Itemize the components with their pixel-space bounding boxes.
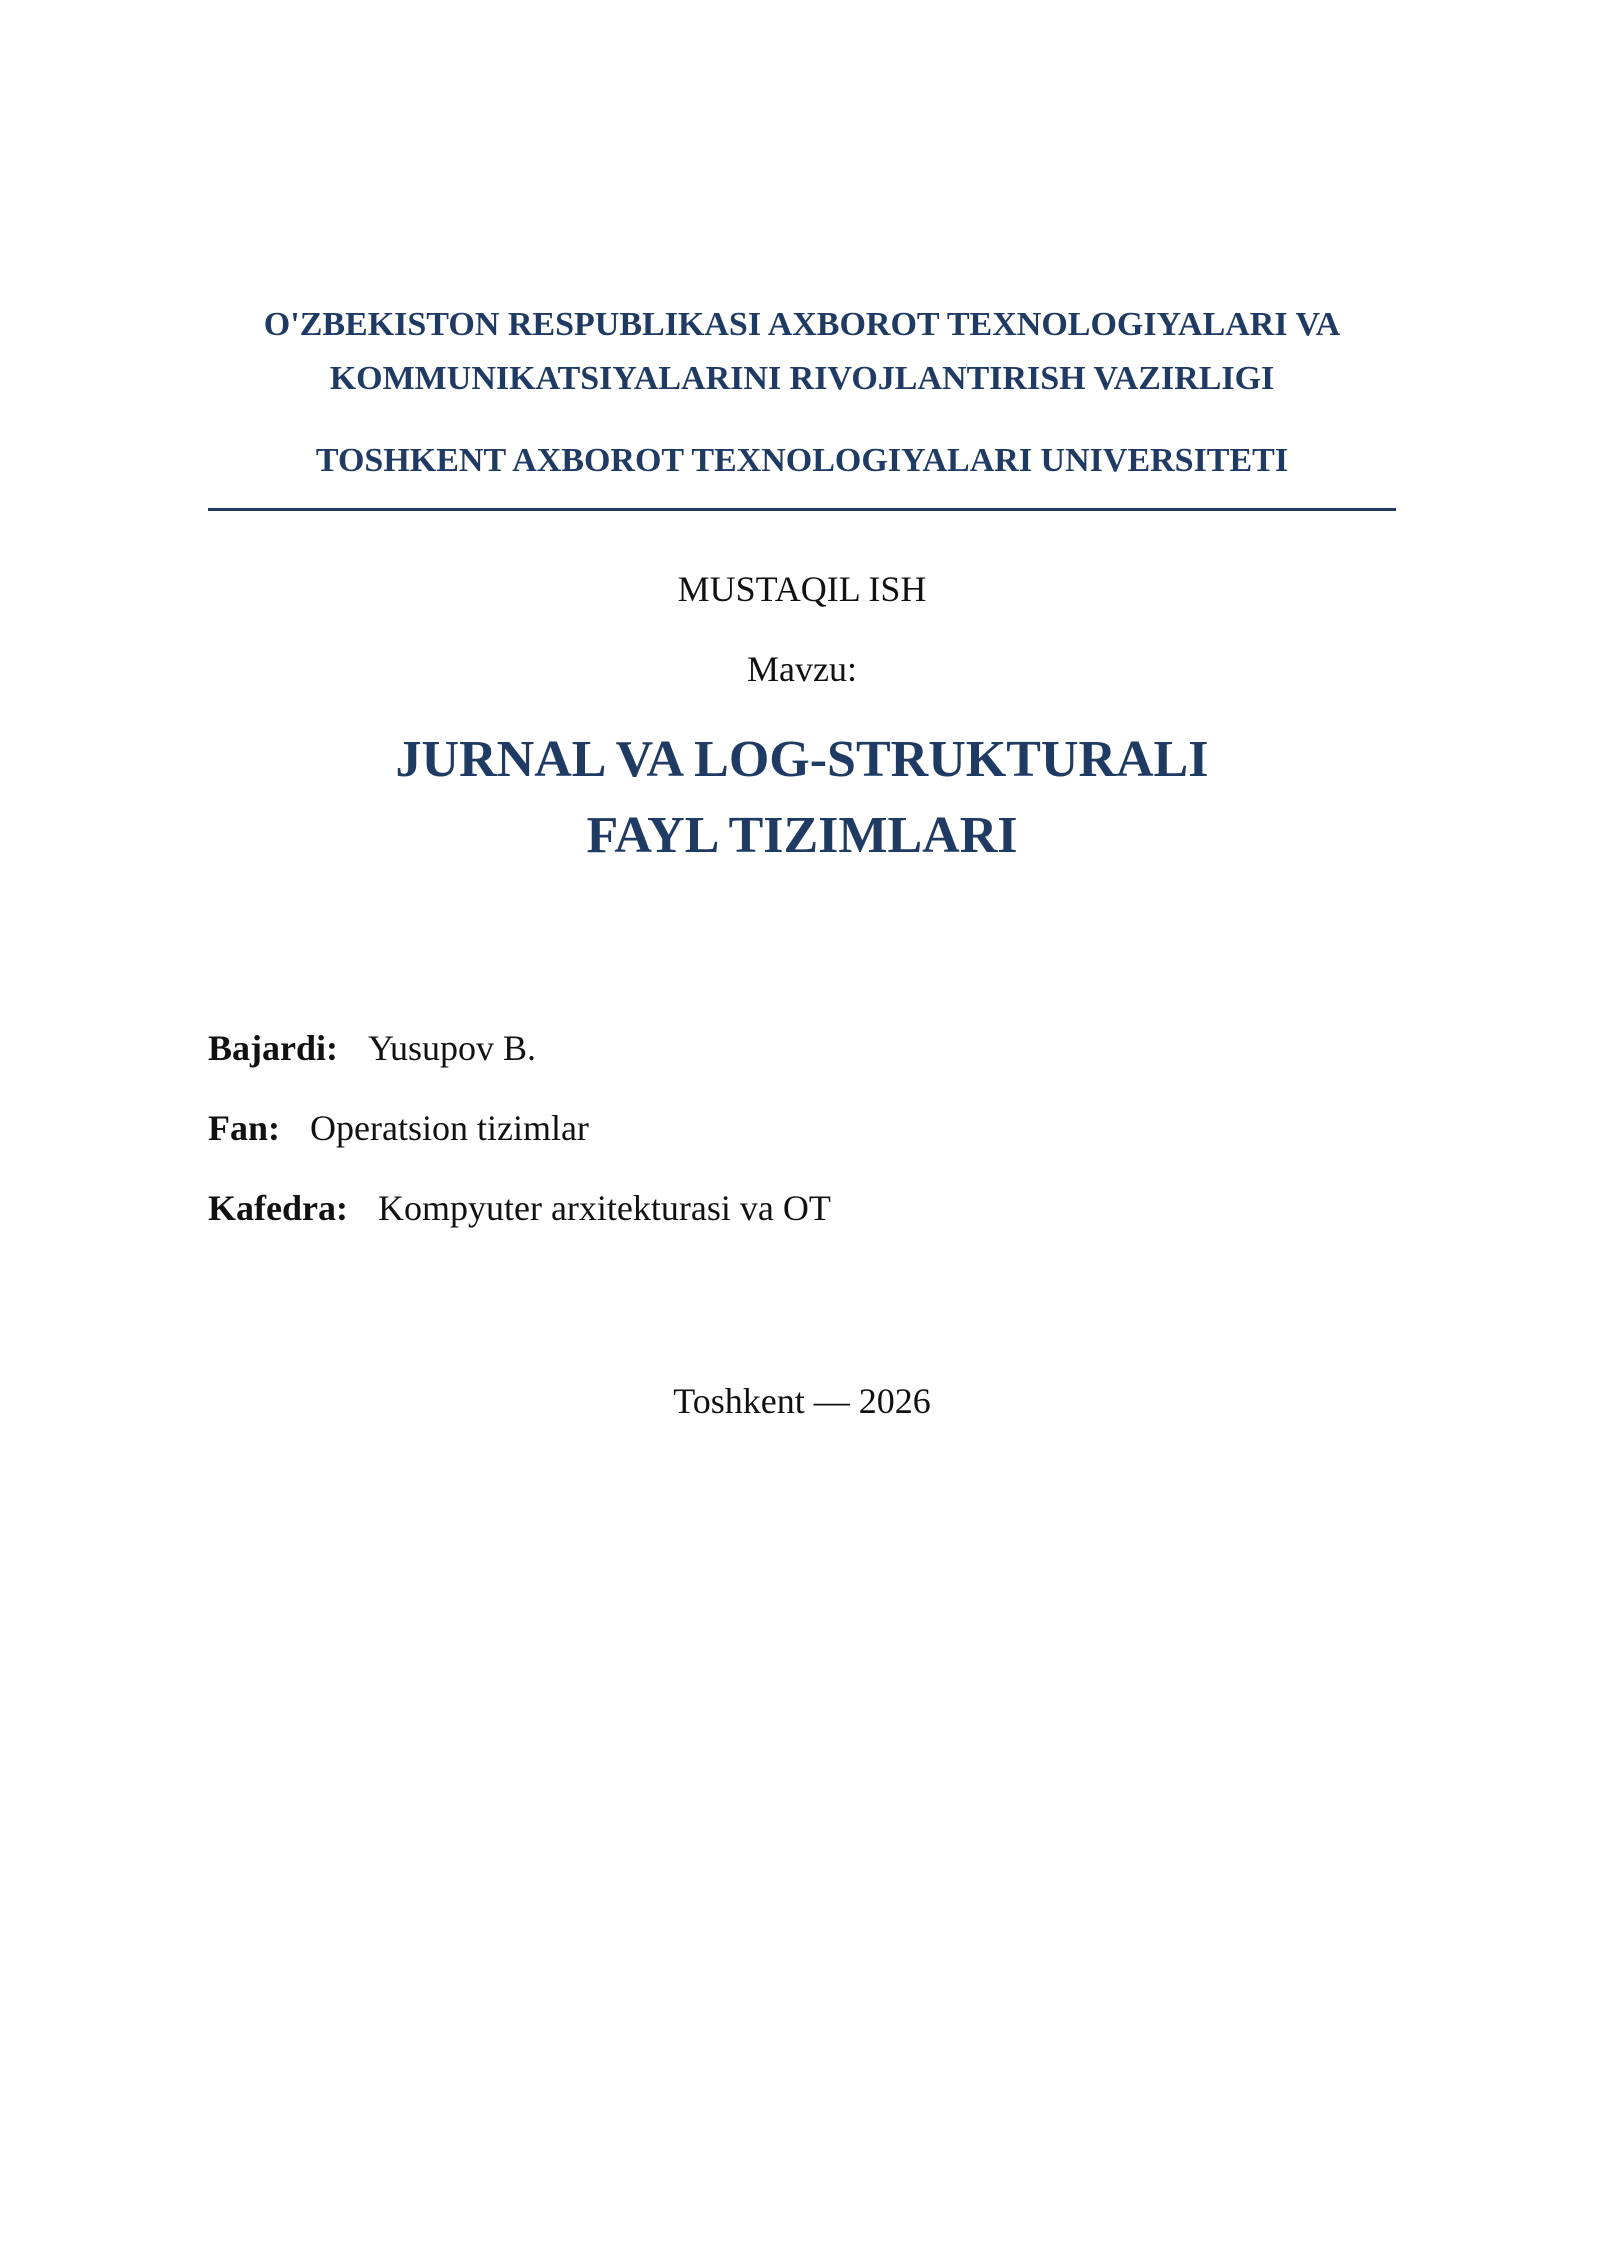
department-value: Kompyuter arxitekturasi va OT <box>377 1188 831 1228</box>
subject-label: Fan: <box>208 1108 280 1148</box>
header-divider <box>208 508 1396 511</box>
topic-label: Mavzu: <box>747 649 857 689</box>
department-row <box>208 1187 831 1229</box>
place-year: Toshkent — 2026 <box>673 1381 931 1421</box>
ministry-line-1: O'ZBEKISTON RESPUBLIKASI AXBOROT TEXNOLOGIYALARI VA <box>263 306 1341 343</box>
university-name: TOSHKENT AXBOROT TEXNOLOGIYALARI UNIVERSITETI <box>315 442 1289 479</box>
title-line-2: FAYL TIZIMLARI <box>586 807 1018 864</box>
ministry-name <box>208 298 1396 406</box>
performer-label: Bajardi: <box>208 1028 338 1068</box>
subject-row <box>208 1107 589 1149</box>
performer-row <box>208 1027 536 1069</box>
work-type: MUSTAQIL ISH <box>677 569 927 609</box>
subject-value: Operatsion tizimlar <box>310 1108 589 1148</box>
document-title <box>208 722 1396 874</box>
ministry-line-2: KOMMUNIKATSIYALARINI RIVOJLANTIRISH VAZIRLIGI <box>329 360 1275 397</box>
title-line-1: JURNAL VA LOG-STRUKTURALI <box>395 731 1209 788</box>
performer-value: Yusupov B. <box>368 1028 537 1068</box>
department-label: Kafedra: <box>208 1188 348 1228</box>
